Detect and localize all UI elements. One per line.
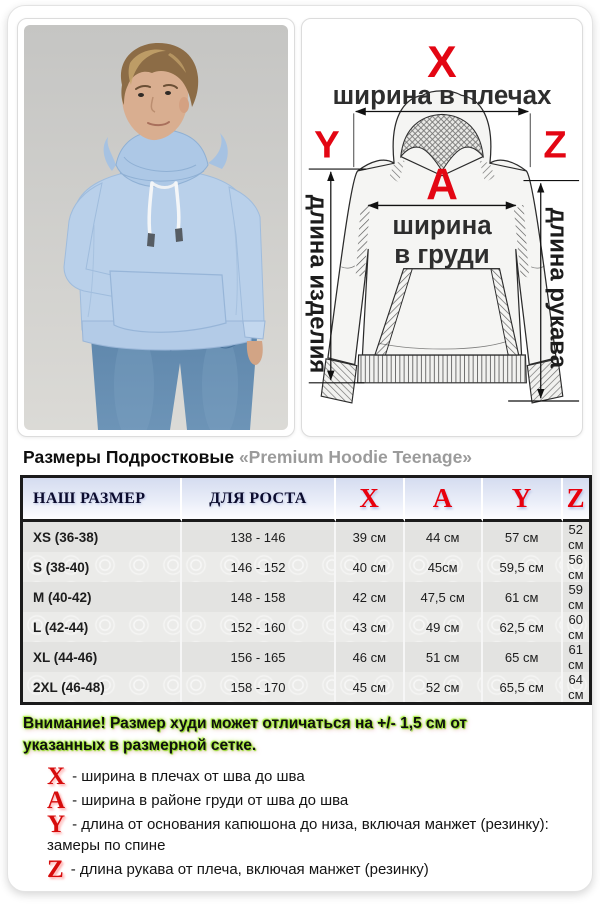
height-cell: 156 - 165 bbox=[182, 642, 336, 672]
kangaroo-pocket bbox=[110, 271, 226, 332]
z-cell: 64 см bbox=[563, 672, 589, 702]
size-table bbox=[20, 475, 592, 705]
size-row-xl bbox=[23, 642, 589, 672]
measurement-diagram-card bbox=[301, 18, 583, 437]
legend-item-x bbox=[47, 763, 567, 790]
size-row-xs bbox=[23, 522, 589, 552]
warning-line-2: указанных в размерной сетке. bbox=[23, 737, 257, 754]
height-cell: 146 - 152 bbox=[182, 552, 336, 582]
z-cell: 59 см bbox=[563, 582, 589, 612]
y-cell: 65,5 см bbox=[483, 672, 563, 702]
x-cell: 39 см bbox=[336, 522, 404, 552]
page-title bbox=[23, 447, 583, 468]
hoodie-measurement-diagram bbox=[303, 20, 581, 435]
z-measure-letter: Z bbox=[543, 123, 567, 167]
z-cell: 56 см bbox=[563, 552, 589, 582]
height-cell: 152 - 160 bbox=[182, 612, 336, 642]
x-measure-caption: ширина в плечах bbox=[332, 81, 552, 110]
title-main: Размеры Подростковые bbox=[23, 447, 235, 467]
col-header-a: A bbox=[405, 478, 483, 522]
tolerance-warning bbox=[23, 713, 583, 757]
height-cell: 148 - 158 bbox=[182, 582, 336, 612]
x-cell: 43 см bbox=[336, 612, 404, 642]
y-measure-caption: длина изделия bbox=[304, 194, 332, 374]
size-cell: L (42-44) bbox=[23, 612, 182, 642]
z-cell: 60 см bbox=[563, 612, 589, 642]
a-caption-line1: ширина bbox=[392, 212, 492, 241]
col-header-z: Z bbox=[563, 478, 589, 522]
a-cell: 45см bbox=[405, 552, 483, 582]
image-row bbox=[17, 18, 583, 437]
col-header-size: НАШ РАЗМЕР bbox=[23, 478, 182, 522]
y-measure-letter: Y bbox=[314, 123, 340, 167]
legend-letter-a: A bbox=[47, 787, 66, 814]
x-cell: 42 см bbox=[336, 582, 404, 612]
size-cell: 2XL (46-48) bbox=[23, 672, 182, 702]
a-cell: 52 см bbox=[405, 672, 483, 702]
size-cell: S (38-40) bbox=[23, 552, 182, 582]
y-cell: 65 см bbox=[483, 642, 563, 672]
y-cell: 62,5 см bbox=[483, 612, 563, 642]
product-photo bbox=[24, 25, 288, 430]
a-cell: 47,5 см bbox=[405, 582, 483, 612]
x-cell: 46 см bbox=[336, 642, 404, 672]
a-cell: 44 см bbox=[405, 522, 483, 552]
size-row-2xl bbox=[23, 672, 589, 702]
size-row-s bbox=[23, 552, 589, 582]
legend-text-z: - длина рукава от плеча, включая манжет (резинку) bbox=[70, 861, 429, 878]
product-photo-card bbox=[17, 18, 295, 437]
legend-letter-y: Y bbox=[47, 811, 66, 838]
boy-in-hoodie-illustration bbox=[24, 25, 288, 430]
size-chart-card bbox=[7, 5, 593, 892]
y-cell: 59,5 см bbox=[483, 552, 563, 582]
legend-text-x: - ширина в плечах от шва до шва bbox=[72, 768, 305, 785]
a-cell: 49 см bbox=[405, 612, 483, 642]
legend-item-y bbox=[47, 811, 567, 856]
height-cell: 158 - 170 bbox=[182, 672, 336, 702]
size-cell: M (40-42) bbox=[23, 582, 182, 612]
z-cell: 61 см bbox=[563, 642, 589, 672]
a-caption-line2: в груди bbox=[394, 240, 490, 269]
y-cell: 61 см bbox=[483, 582, 563, 612]
z-measure-caption: длина рукава bbox=[544, 207, 572, 369]
a-measure-letter: A bbox=[426, 160, 458, 210]
a-cell: 51 см bbox=[405, 642, 483, 672]
size-cell: XL (44-46) bbox=[23, 642, 182, 672]
col-header-x: X bbox=[336, 478, 404, 522]
size-row-m bbox=[23, 582, 589, 612]
measurement-legend bbox=[17, 763, 583, 883]
legend-text-a: - ширина в районе груди от шва до шва bbox=[72, 792, 349, 809]
col-header-y: Y bbox=[483, 478, 563, 522]
col-header-height: ДЛЯ РОСТА bbox=[182, 478, 336, 522]
legend-item-a bbox=[47, 787, 567, 814]
warning-line-1: Внимание! Размер худи может отличаться на +/- 1,5 см от bbox=[23, 715, 467, 732]
legend-item-z bbox=[47, 856, 567, 883]
title-product-name: «Premium Hoodie Teenage» bbox=[238, 447, 473, 467]
height-cell: 138 - 146 bbox=[182, 522, 336, 552]
size-cell: XS (36-38) bbox=[23, 522, 182, 552]
legend-letter-z: Z bbox=[47, 856, 64, 883]
size-table-header bbox=[23, 478, 589, 522]
hoodie bbox=[64, 171, 265, 365]
x-cell: 40 см bbox=[336, 552, 404, 582]
size-row-l bbox=[23, 612, 589, 642]
x-cell: 45 см bbox=[336, 672, 404, 702]
x-measure-letter: X bbox=[427, 37, 457, 87]
y-cell: 57 см bbox=[483, 522, 563, 552]
legend-text-y: - длина от основания капюшона до низа, включая манжет (резинку): замеры по спине bbox=[47, 816, 549, 854]
legend-letter-x: X bbox=[47, 763, 66, 790]
z-cell: 52 см bbox=[563, 522, 589, 552]
